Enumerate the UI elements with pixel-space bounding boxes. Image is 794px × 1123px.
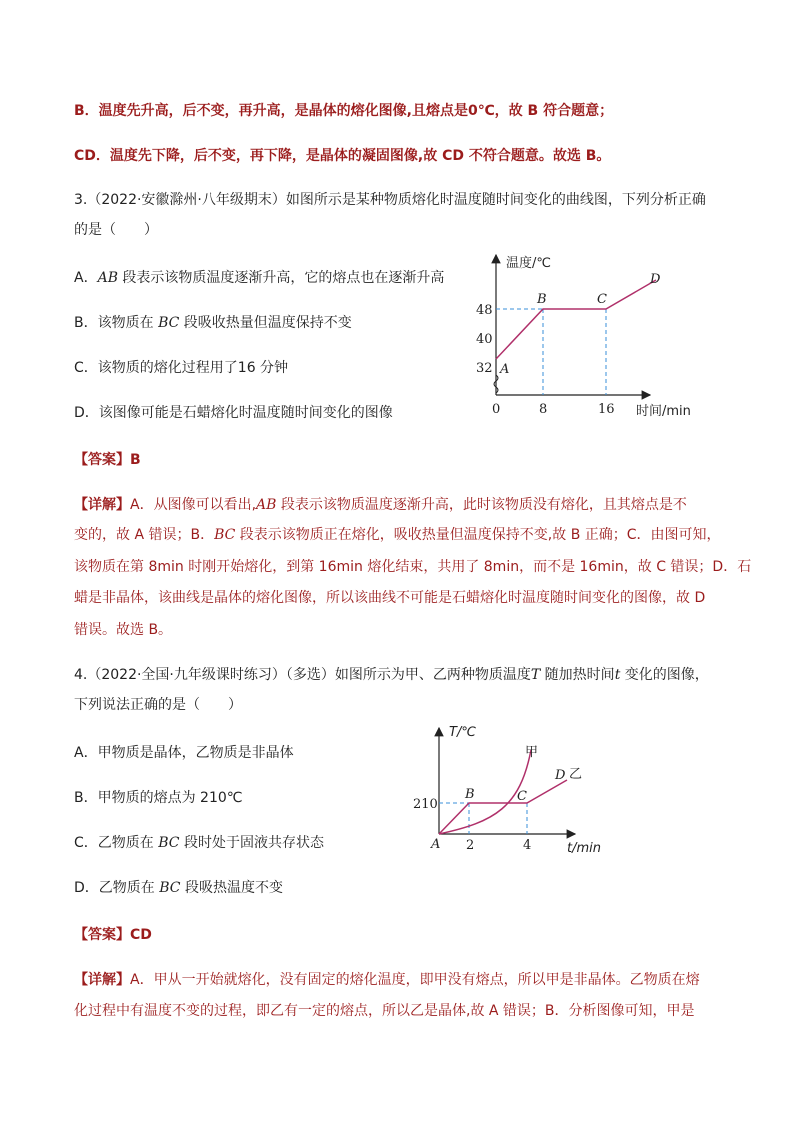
q3-detail-line-3: 该物质在第 8min 时刚开始熔化，到第 16min 熔化结束，共用了 8min，而不是 16min，故 C 错误；D．石 xyxy=(74,559,752,575)
q3-stem-line-1: 3.（2022·安徽滁州·八年级期末）如图所示是某种物质熔化时温度随时间变化的曲线图，下列分析正确 xyxy=(74,192,706,208)
option-text: 段表示该物质温度逐渐升高，它的熔点也在逐渐升高 xyxy=(117,270,445,286)
option-letter: A． xyxy=(74,270,98,286)
q3-ytick-32: 32 xyxy=(476,361,493,376)
q4-option-b xyxy=(74,788,243,808)
q3-detail-line-4: 蜡是非晶体，该曲线是晶体的熔化图像，所以该曲线不可能是石蜡熔化时温度随时间变化的图像，故 D xyxy=(74,590,706,606)
option-text-prefix: 乙物质在 xyxy=(98,880,160,896)
q3-option-b xyxy=(74,313,352,333)
option-letter: D． xyxy=(74,405,99,421)
q4-option-d xyxy=(74,878,283,898)
q4-detail-line-1 xyxy=(74,970,700,990)
prev-option-cd-analysis: CD．温度先下降，后不变，再下降，是晶体的凝固图像,故 CD 不符合题意。故选 B。 xyxy=(74,148,611,164)
option-text: 段吸热温度不变 xyxy=(180,880,283,896)
q4-series-yi-label: 乙 xyxy=(569,767,583,782)
detail-text: 段表示该物质温度逐渐升高，此时该物质没有熔化，且其熔点是不 xyxy=(276,497,687,513)
q4-option-a xyxy=(74,743,294,763)
option-letter: C． xyxy=(74,835,98,851)
segment-name: AB xyxy=(256,497,277,513)
q4-option-c xyxy=(74,833,324,853)
option-text: 该图像可能是石蜡熔化时温度随时间变化的图像 xyxy=(98,405,393,421)
answer-value: CD xyxy=(130,927,152,943)
q4-xtick-4: 4 xyxy=(523,838,532,853)
q3-xtick-16: 16 xyxy=(598,402,615,417)
q4-point-b: B xyxy=(465,787,475,802)
q3-xtick-8: 8 xyxy=(539,402,548,417)
q4-x-label: t/min xyxy=(567,841,601,856)
detail-label: 【详解】 xyxy=(74,972,130,988)
answer-label: 【答案】 xyxy=(74,927,130,943)
detail-text: A．从图像可以看出, xyxy=(130,497,257,513)
q3-answer xyxy=(74,450,141,470)
q4-series-jia-label: 甲 xyxy=(525,745,539,760)
q4-temperature-chart xyxy=(405,722,605,862)
answer-value: B xyxy=(130,452,141,468)
q4-point-d: D xyxy=(555,768,566,783)
q3-x-label: 时间/min xyxy=(636,404,691,419)
q4-stem-line-2: 下列说法正确的是（ ） xyxy=(74,697,242,713)
detail-text: A．甲从一开始就熔化，没有固定的熔化温度，即甲没有熔点，所以甲是非晶体。乙物质在熔 xyxy=(130,972,700,988)
q4-point-a: A xyxy=(431,837,441,852)
detail-text: 变的，故 A 错误；B． xyxy=(74,527,215,543)
q3-melting-curve xyxy=(496,280,656,359)
q4-ytick-210: 210 xyxy=(413,797,438,812)
q3-y-label: 温度/℃ xyxy=(506,256,551,271)
option-text: 该物质的熔化过程用了16 分钟 xyxy=(97,360,289,376)
option-letter: C． xyxy=(74,360,98,376)
segment-name: BC xyxy=(158,315,180,331)
option-letter: B． xyxy=(74,315,98,331)
detail-text: 段表示该物质正在熔化，吸收热量但温度保持不变,故 B 正确；C．由图可知， xyxy=(235,527,721,543)
symbol-t-upper: T xyxy=(530,667,541,683)
segment-name: BC xyxy=(159,880,181,896)
segment-name: BC xyxy=(214,527,236,543)
segment-name: AB xyxy=(97,270,118,286)
q4-point-c: C xyxy=(517,789,527,804)
option-text: 甲物质的熔点为 210℃ xyxy=(97,790,243,806)
symbol-t-lower: t xyxy=(614,667,621,683)
option-letter: B． xyxy=(74,790,98,806)
q3-point-b: B xyxy=(537,292,547,307)
option-letter: D． xyxy=(74,880,99,896)
q3-stem-line-2: 的是（ ） xyxy=(74,222,158,238)
stem-text: 变化的图像， xyxy=(620,667,709,683)
q4-detail-line-2: 化过程中有温度不变的过程，即乙有一定的熔点，所以乙是晶体,故 A 错误；B．分析图像可知，甲是 xyxy=(74,1003,695,1019)
q3-detail-line-5: 错误。故选 B。 xyxy=(74,622,173,638)
q4-y-label: T/℃ xyxy=(449,725,476,740)
q3-option-c xyxy=(74,358,288,378)
q4-stem-line-1 xyxy=(74,665,709,685)
q3-detail-line-1 xyxy=(74,495,687,515)
stem-text: 4.（2022·全国·九年级课时练习）（多选）如图所示为甲、乙两种物质温度 xyxy=(74,667,531,683)
q3-detail-line-2 xyxy=(74,525,721,545)
q3-point-a: A xyxy=(500,362,510,377)
q4-xtick-2: 2 xyxy=(466,838,475,853)
q3-melting-chart xyxy=(460,245,710,425)
stem-text: 随加热时间 xyxy=(540,667,615,683)
option-text-prefix: 该物质在 xyxy=(97,315,159,331)
q3-option-d xyxy=(74,403,393,423)
q3-ytick-48: 48 xyxy=(476,303,493,318)
option-text: 段时处于固液共存状态 xyxy=(179,835,324,851)
answer-label: 【答案】 xyxy=(74,452,130,468)
q3-ytick-40: 40 xyxy=(476,332,493,347)
option-letter: A． xyxy=(74,745,98,761)
q3-option-a xyxy=(74,268,444,288)
q3-point-d: D xyxy=(650,272,661,287)
option-text-prefix: 乙物质在 xyxy=(97,835,159,851)
q3-origin-label: 0 xyxy=(492,402,501,417)
q4-answer xyxy=(74,925,152,945)
detail-label: 【详解】 xyxy=(74,497,130,513)
prev-option-b-analysis: B．温度先升高，后不变，再升高，是晶体的熔化图像,且熔点是0℃，故 B 符合题意； xyxy=(74,103,614,119)
q3-point-c: C xyxy=(597,292,607,307)
option-text: 甲物质是晶体，乙物质是非晶体 xyxy=(97,745,294,761)
option-text: 段吸收热量但温度保持不变 xyxy=(179,315,352,331)
segment-name: BC xyxy=(158,835,180,851)
